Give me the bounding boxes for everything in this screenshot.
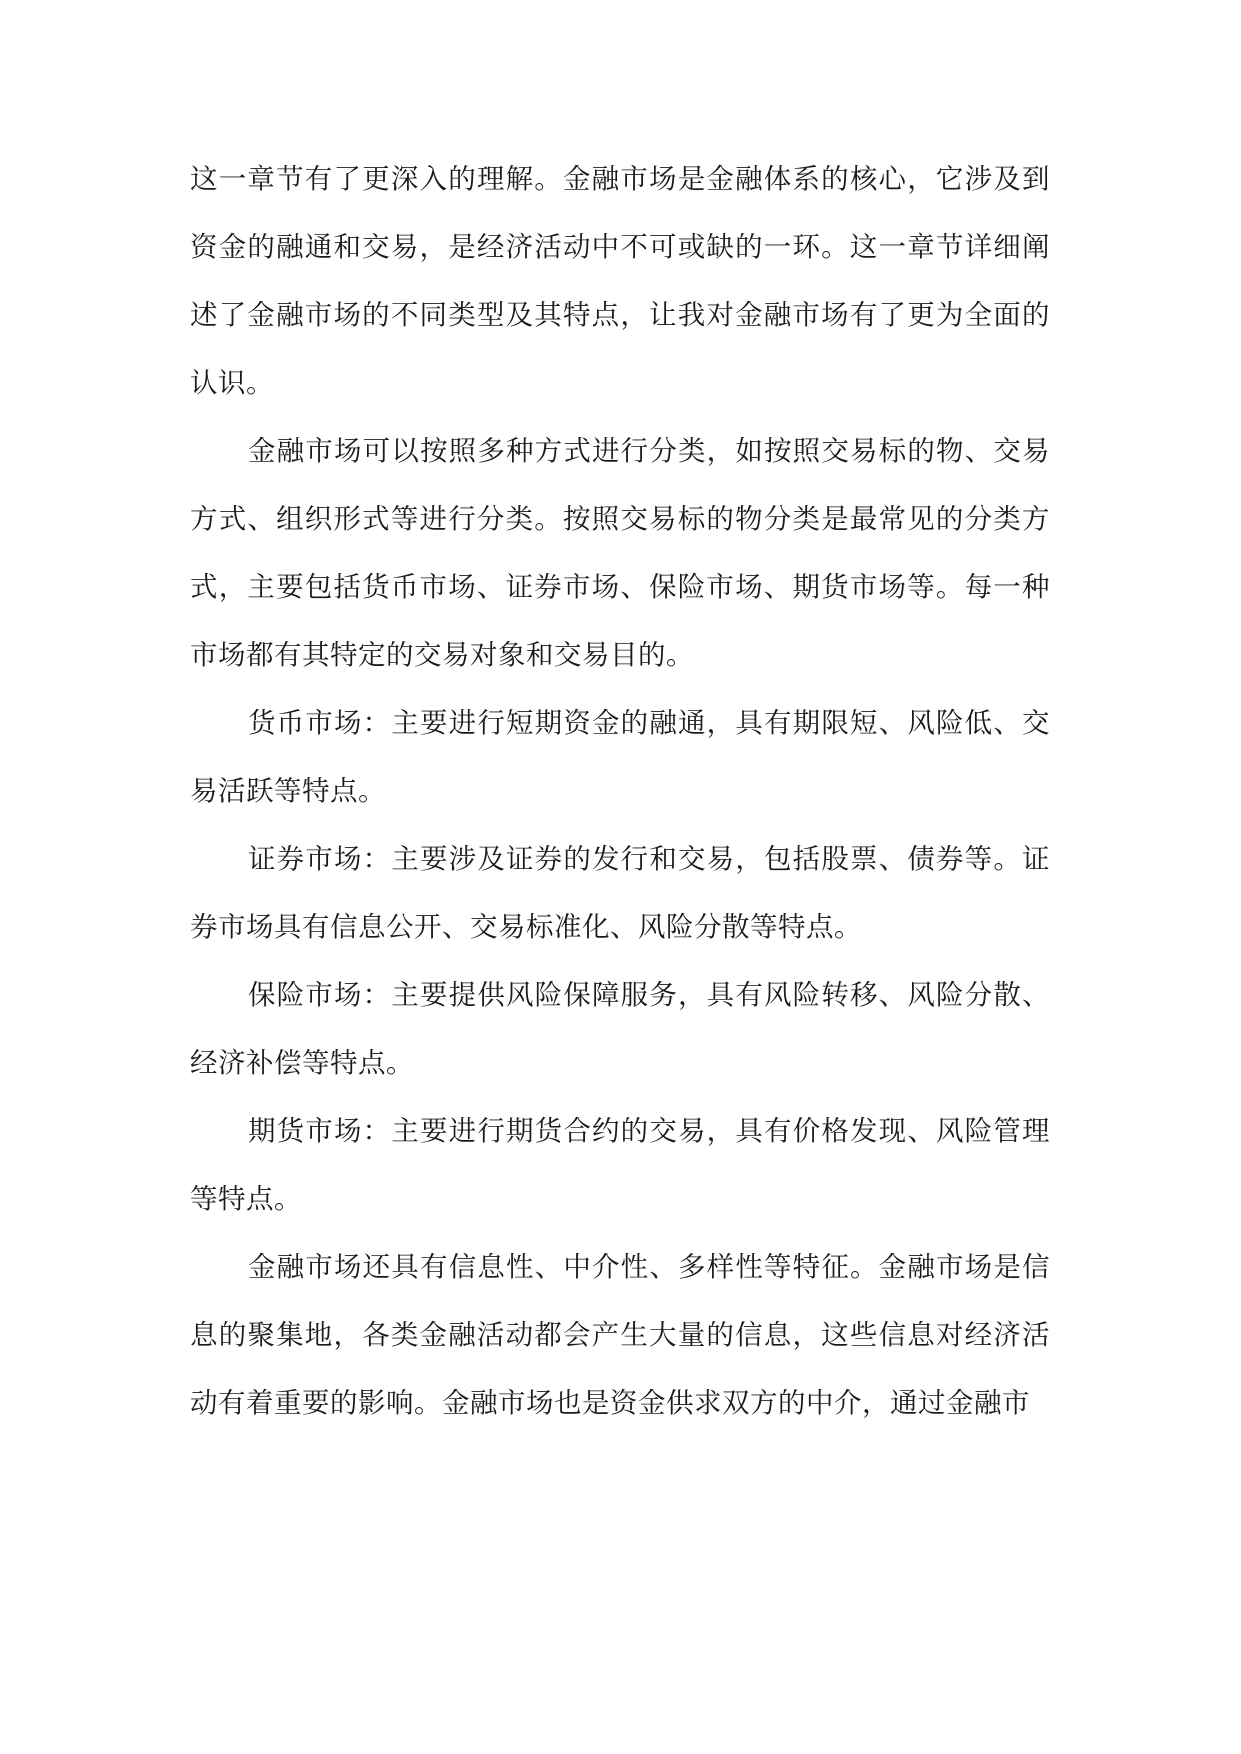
paragraph-securities-market: 证券市场：主要涉及证券的发行和交易，包括股票、债券等。证券市场具有信息公开、交易标准化、风险分散等特点。 [190, 843, 1050, 943]
paragraph-market-features: 金融市场还具有信息性、中介性、多样性等特征。金融市场是信息的聚集地，各类金融活动都会产生大量的信息，这些信息对经济活动有着重要的影响。金融市场也是资金供求双方的中介，通过金融市 [190, 1251, 1050, 1419]
document-body [190, 145, 1050, 1437]
paragraph-money-market: 货币市场：主要进行短期资金的融通，具有期限短、风险低、交易活跃等特点。 [190, 707, 1050, 807]
paragraph-classification: 金融市场可以按照多种方式进行分类，如按照交易标的物、交易方式、组织形式等进行分类。按照交易标的物分类是最常见的分类方式，主要包括货币市场、证券市场、保险市场、期货市场等。每一种市场都有其特定的交易对象和交易目的。 [190, 435, 1050, 671]
paragraph-insurance-market: 保险市场：主要提供风险保障服务，具有风险转移、风险分散、经济补偿等特点。 [190, 979, 1050, 1079]
paragraph-continued: 这一章节有了更深入的理解。金融市场是金融体系的核心，它涉及到资金的融通和交易，是经济活动中不可或缺的一环。这一章节详细阐述了金融市场的不同类型及其特点，让我对金融市场有了更为全面的认识。 [190, 163, 1050, 399]
paragraph-futures-market: 期货市场：主要进行期货合约的交易，具有价格发现、风险管理等特点。 [190, 1115, 1050, 1215]
